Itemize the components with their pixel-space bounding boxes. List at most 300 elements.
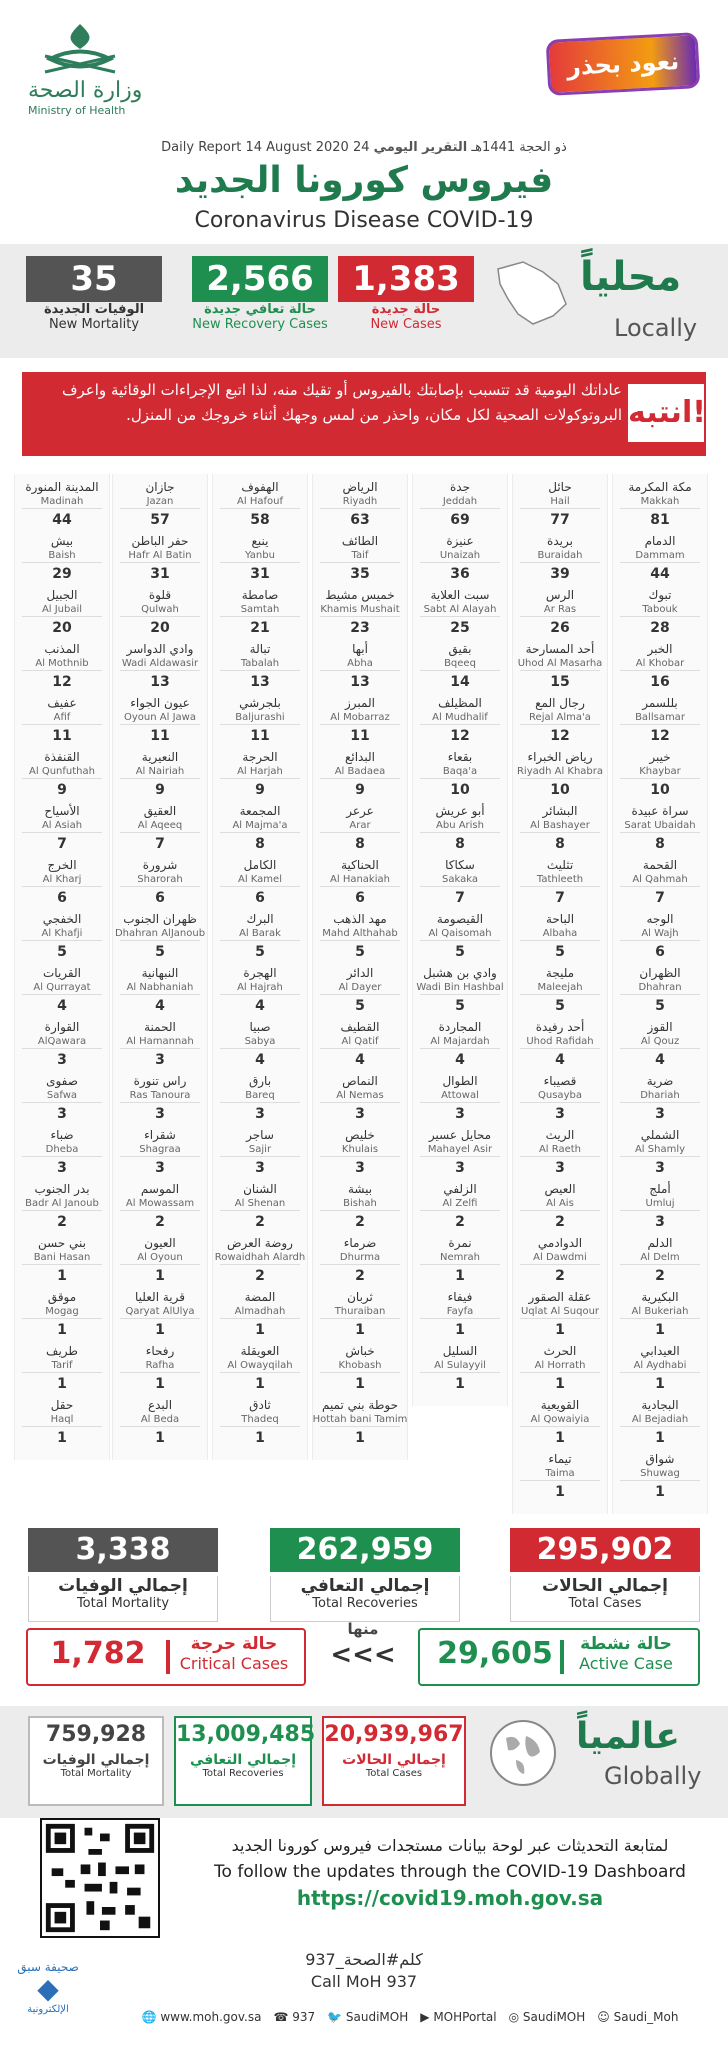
total-mortality-label-en: Total Mortality xyxy=(76,1596,170,1611)
city-name-ar: مكة المكرمة xyxy=(628,480,692,494)
city-divider xyxy=(520,724,600,725)
city-name-ar: البرك xyxy=(246,912,274,926)
city-name-en: Al Dawdmi xyxy=(533,1252,587,1263)
city-item xyxy=(512,696,608,745)
city-item xyxy=(412,1128,508,1177)
city-divider xyxy=(120,778,200,779)
city-divider xyxy=(620,724,700,725)
city-divider xyxy=(620,670,700,671)
city-count: 3 xyxy=(57,1160,67,1176)
city-name-en: Ar Ras xyxy=(543,604,577,615)
city-count: 44 xyxy=(52,512,72,528)
city-count: 20 xyxy=(52,620,72,636)
city-name-en: Safwa xyxy=(46,1090,78,1101)
city-name-ar: بدر الجنوب xyxy=(34,1182,90,1196)
city-name-ar: قرية العليا xyxy=(135,1290,185,1304)
city-name-en: Uhod Rafidah xyxy=(526,1036,594,1047)
total-cases-value: 295,902 xyxy=(510,1528,700,1572)
city-count: 4 xyxy=(655,1052,665,1068)
city-name-en: Sabya xyxy=(244,1036,276,1047)
moh-name-en: Ministry of Health xyxy=(28,104,126,117)
city-count: 6 xyxy=(655,944,665,960)
dashboard-link[interactable]: https://covid19.moh.gov.sa xyxy=(296,1886,604,1910)
city-divider xyxy=(22,1156,102,1157)
city-name-en: Mahayel Asir xyxy=(427,1144,493,1155)
city-count: 9 xyxy=(255,782,265,798)
city-count: 7 xyxy=(555,890,565,906)
city-item xyxy=(312,1182,408,1231)
city-name-en: Wadi Aldawasir xyxy=(121,658,199,669)
city-item xyxy=(412,642,508,691)
city-name-en: Mogag xyxy=(45,1306,79,1317)
city-name-en: Wadi Bin Hashbal xyxy=(416,982,504,993)
city-count: 3 xyxy=(355,1106,365,1122)
city-divider xyxy=(120,1426,200,1427)
city-item xyxy=(14,1074,110,1123)
city-count: 20 xyxy=(150,620,170,636)
city-divider xyxy=(220,508,300,509)
city-item xyxy=(412,1020,508,1069)
city-name-en: Almadhah xyxy=(234,1306,286,1317)
city-item xyxy=(14,1128,110,1177)
city-name-en: Ballsamar xyxy=(635,712,685,723)
city-count: 58 xyxy=(250,512,270,528)
new-mortality-label-en: New Mortality xyxy=(48,317,140,332)
city-count: 10 xyxy=(450,782,470,798)
city-name-ar: بيش xyxy=(50,534,74,548)
city-item xyxy=(412,750,508,799)
city-name-en: Khulais xyxy=(341,1144,379,1155)
city-name-en: Attowal xyxy=(441,1090,479,1101)
city-item xyxy=(512,1344,608,1393)
city-name-ar: عفيف xyxy=(47,696,77,710)
call-text-ar: كلم#الصحة_937 xyxy=(305,1950,423,1969)
city-item xyxy=(612,480,708,529)
city-divider xyxy=(520,1426,600,1427)
city-name-en: Tarif xyxy=(51,1360,73,1371)
city-divider xyxy=(220,1426,300,1427)
city-count: 5 xyxy=(155,944,165,960)
city-divider xyxy=(320,508,400,509)
city-name-ar: ضرماء xyxy=(343,1236,377,1250)
city-name-en: Sajir xyxy=(248,1144,272,1155)
city-count: 12 xyxy=(450,728,470,744)
city-item xyxy=(14,1020,110,1069)
city-name-en: Al Mobarraz xyxy=(330,712,390,723)
city-divider xyxy=(420,508,500,509)
city-count: 6 xyxy=(57,890,67,906)
city-item xyxy=(14,804,110,853)
city-divider xyxy=(420,940,500,941)
city-name-ar: البجادية xyxy=(641,1398,679,1412)
city-count: 25 xyxy=(450,620,470,636)
city-count: 3 xyxy=(655,1106,665,1122)
call-text-en: Call MoH 937 xyxy=(310,1972,418,1991)
snapchat-link[interactable]: ☺ Saudi_Moh xyxy=(597,2010,679,2024)
city-name-en: Uqlat Al Suqour xyxy=(520,1306,600,1317)
city-item xyxy=(112,1074,208,1123)
city-item xyxy=(512,1290,608,1339)
city-count: 8 xyxy=(555,836,565,852)
city-name-en: Al Hajrah xyxy=(237,982,283,993)
global-recoveries-label-ar: إجمالي التعافي xyxy=(189,1752,297,1768)
city-name-ar: جازان xyxy=(145,480,175,494)
city-name-en: Qusayba xyxy=(538,1090,582,1101)
city-divider xyxy=(320,1318,400,1319)
total-cases-card xyxy=(510,1528,700,1622)
city-name-en: Al Hafouf xyxy=(237,496,283,507)
city-divider xyxy=(220,1264,300,1265)
total-recoveries-card xyxy=(270,1528,460,1622)
city-count: 1 xyxy=(57,1430,67,1446)
city-divider xyxy=(220,886,300,887)
city-count: 1 xyxy=(555,1430,565,1446)
city-count: 28 xyxy=(650,620,670,636)
city-item xyxy=(412,912,508,961)
city-name-ar: رياض الخبراء xyxy=(527,750,593,764)
city-item xyxy=(612,534,708,583)
city-count: 2 xyxy=(655,1268,665,1284)
global-cases-value: 20,939,967 xyxy=(324,1722,464,1747)
city-item xyxy=(14,1344,110,1393)
city-name-ar: الخرج xyxy=(47,858,77,872)
city-count: 5 xyxy=(455,998,465,1014)
city-name-en: Tabalah xyxy=(240,658,280,669)
critical-value: 1,782 xyxy=(50,1636,146,1671)
city-divider xyxy=(420,1264,500,1265)
city-count: 4 xyxy=(255,1052,265,1068)
city-count: 57 xyxy=(150,512,170,528)
city-count: 1 xyxy=(555,1322,565,1338)
local-label-ar: محلياً xyxy=(580,254,682,300)
city-name-ar: الزلفي xyxy=(443,1182,477,1196)
city-item xyxy=(412,1290,508,1339)
city-name-en: Al Hamannah xyxy=(126,1036,194,1047)
city-divider xyxy=(22,1102,102,1103)
new-cases-card xyxy=(338,256,474,332)
city-name-en: Al Asiah xyxy=(41,820,83,831)
city-name-ar: بيشة xyxy=(347,1182,373,1196)
city-count: 5 xyxy=(555,944,565,960)
city-name-en: Thuraiban xyxy=(334,1306,386,1317)
city-item xyxy=(512,966,608,1015)
phone-link[interactable]: ☎ 937 xyxy=(273,2010,316,2024)
city-name-en: Al Owayqilah xyxy=(227,1360,293,1371)
moh-name-ar: وزارة الصحة xyxy=(28,78,143,103)
city-item xyxy=(212,1290,308,1339)
city-divider xyxy=(620,832,700,833)
city-name-ar: بللسمر xyxy=(642,696,678,710)
city-divider xyxy=(22,562,102,563)
city-count: 4 xyxy=(255,998,265,1014)
city-name-en: Bishah xyxy=(343,1198,377,1209)
city-divider xyxy=(22,670,102,671)
city-name-en: Al Bukeriah xyxy=(631,1306,689,1317)
city-item xyxy=(14,696,110,745)
city-divider xyxy=(520,616,600,617)
city-item xyxy=(212,696,308,745)
website-link[interactable]: 🌐 www.moh.gov.sa xyxy=(141,2010,262,2024)
city-name-en: Tabouk xyxy=(642,604,678,615)
city-count: 2 xyxy=(57,1214,67,1230)
city-count: 2 xyxy=(355,1214,365,1230)
city-name-en: Bareq xyxy=(245,1090,275,1101)
city-count: 1 xyxy=(355,1322,365,1338)
city-divider xyxy=(320,724,400,725)
city-name-en: Al Jubail xyxy=(41,604,83,615)
city-divider xyxy=(320,1210,400,1211)
city-divider xyxy=(220,778,300,779)
city-item xyxy=(212,912,308,961)
city-count: 8 xyxy=(455,836,465,852)
city-divider xyxy=(220,1048,300,1049)
report-date: 14 August 2020 xyxy=(245,140,349,155)
city-name-en: Tathleeth xyxy=(536,874,584,885)
city-item xyxy=(512,804,608,853)
city-count: 7 xyxy=(455,890,465,906)
city-divider xyxy=(22,886,102,887)
city-divider xyxy=(220,1210,300,1211)
city-name-en: Dhahran AlJanoub xyxy=(114,928,206,939)
city-item xyxy=(312,1074,408,1123)
city-name-en: Al Raeth xyxy=(538,1144,582,1155)
sabq-sub: الإلكترونية xyxy=(27,2004,69,2015)
city-item xyxy=(612,1344,708,1393)
city-name-ar: الحرجة xyxy=(242,750,278,764)
city-item xyxy=(312,696,408,745)
critical-label-en: Critical Cases xyxy=(179,1654,289,1673)
city-divider xyxy=(220,940,300,941)
city-count: 10 xyxy=(650,782,670,798)
city-name-en: Dammam xyxy=(635,550,685,561)
city-name-en: Rowaidhah Alardh xyxy=(214,1252,306,1263)
active-value: 29,605 xyxy=(437,1636,553,1671)
city-divider xyxy=(220,670,300,671)
city-item xyxy=(512,588,608,637)
city-name-ar: تبوك xyxy=(648,588,672,602)
city-count: 5 xyxy=(255,944,265,960)
city-count: 1 xyxy=(155,1376,165,1392)
back-cautiously-badge: نعود بحذر xyxy=(546,32,701,96)
city-name-ar: خباش xyxy=(345,1344,375,1358)
city-name-en: Al Ais xyxy=(546,1198,574,1209)
city-count: 26 xyxy=(550,620,570,636)
city-item xyxy=(312,1020,408,1069)
critical-divider xyxy=(166,1640,170,1674)
youtube-link[interactable]: ▶ MOHPortal xyxy=(420,2010,497,2024)
city-item xyxy=(112,858,208,907)
city-divider xyxy=(22,778,102,779)
city-divider xyxy=(120,670,200,671)
city-divider xyxy=(620,1480,700,1481)
city-divider xyxy=(520,886,600,887)
city-name-ar: الريث xyxy=(545,1128,575,1142)
city-item xyxy=(612,1452,708,1501)
city-name-en: Al Qurrayat xyxy=(33,982,91,993)
new-recovery-value: 2,566 xyxy=(192,256,328,302)
city-name-en: Al Beda xyxy=(140,1414,180,1425)
city-divider xyxy=(620,1048,700,1049)
city-count: 1 xyxy=(355,1376,365,1392)
city-name-ar: الأسياح xyxy=(44,804,80,818)
city-count: 12 xyxy=(650,728,670,744)
city-item xyxy=(612,1128,708,1177)
city-count: 2 xyxy=(155,1214,165,1230)
city-count: 1 xyxy=(555,1376,565,1392)
city-item xyxy=(212,642,308,691)
city-divider xyxy=(22,724,102,725)
city-count: 3 xyxy=(57,1052,67,1068)
active-cases-card xyxy=(418,1628,700,1686)
city-count: 13 xyxy=(150,674,170,690)
city-name-ar: الشملي xyxy=(640,1128,680,1142)
city-name-ar: روضة العرض xyxy=(227,1236,293,1250)
city-name-ar: شقراء xyxy=(144,1128,176,1142)
city-count: 9 xyxy=(57,782,67,798)
city-name-en: AlQawara xyxy=(37,1036,87,1047)
city-name-ar: المذنب xyxy=(44,642,80,656)
city-count: 4 xyxy=(555,1052,565,1068)
city-name-ar: المبرز xyxy=(345,696,375,710)
city-count: 1 xyxy=(355,1430,365,1446)
city-name-en: Haql xyxy=(50,1414,74,1425)
city-divider xyxy=(620,1426,700,1427)
city-divider xyxy=(120,1048,200,1049)
city-count: 2 xyxy=(255,1214,265,1230)
city-item xyxy=(14,1236,110,1285)
city-divider xyxy=(22,1048,102,1049)
city-count: 3 xyxy=(655,1160,665,1176)
city-divider xyxy=(520,1318,600,1319)
city-divider xyxy=(420,778,500,779)
city-item xyxy=(14,480,110,529)
city-name-en: Uhod Al Masarha xyxy=(517,658,603,669)
city-name-ar: ضباء xyxy=(50,1128,74,1142)
city-item xyxy=(112,480,208,529)
city-divider xyxy=(620,508,700,509)
new-recovery-card xyxy=(192,256,328,332)
new-cases-label-ar: حالة جديدة xyxy=(371,302,441,317)
city-item xyxy=(312,588,408,637)
city-name-en: Hafr Al Batin xyxy=(128,550,192,561)
city-name-ar: راس تنورة xyxy=(133,1074,187,1088)
city-name-en: Qaryat AlUlya xyxy=(125,1306,195,1317)
city-item xyxy=(612,1398,708,1447)
total-mortality-value: 3,338 xyxy=(28,1528,218,1572)
city-name-en: Riyadh Al Khabra xyxy=(516,766,604,777)
city-name-ar: عقلة الصقور xyxy=(528,1290,592,1304)
city-item xyxy=(512,1182,608,1231)
city-item xyxy=(212,1020,308,1069)
city-name-en: Shuwag xyxy=(640,1468,680,1479)
city-divider xyxy=(520,778,600,779)
city-name-ar: المجاردة xyxy=(438,1020,482,1034)
city-item xyxy=(212,1398,308,1447)
city-name-ar: محايل عسير xyxy=(428,1128,492,1142)
city-item xyxy=(112,1344,208,1393)
city-item xyxy=(14,858,110,907)
city-name-ar: بريدة xyxy=(547,534,573,548)
city-count: 12 xyxy=(550,728,570,744)
city-name-en: Shagraa xyxy=(139,1144,181,1155)
city-item xyxy=(312,804,408,853)
city-divider xyxy=(420,1372,500,1373)
city-name-en: Sarat Ubaidah xyxy=(624,820,696,831)
report-ar: التقرير اليومي xyxy=(373,140,468,155)
city-divider xyxy=(620,562,700,563)
city-name-ar: بقيق xyxy=(448,642,472,656)
global-mortality-value: 759,928 xyxy=(45,1722,147,1747)
city-item xyxy=(112,1398,208,1447)
city-name-ar: قصيباء xyxy=(543,1074,577,1088)
city-name-ar: القويعية xyxy=(540,1398,580,1412)
city-divider xyxy=(420,1156,500,1157)
city-count: 3 xyxy=(655,1214,665,1230)
city-name-en: Al Qahmah xyxy=(632,874,688,885)
city-name-ar: العيدابي xyxy=(640,1344,680,1358)
city-count: 3 xyxy=(255,1106,265,1122)
city-name-en: Bani Hasan xyxy=(33,1252,91,1263)
city-divider xyxy=(220,1102,300,1103)
city-divider xyxy=(520,1264,600,1265)
city-name-en: Al Majma'a xyxy=(232,820,288,831)
city-count: 3 xyxy=(57,1106,67,1122)
city-count: 7 xyxy=(57,836,67,852)
city-item xyxy=(512,480,608,529)
city-divider xyxy=(120,616,200,617)
city-name-ar: الظهران xyxy=(639,966,681,980)
city-name-en: Fayfa xyxy=(446,1306,474,1317)
city-name-en: Al Delm xyxy=(640,1252,680,1263)
qr-code[interactable] xyxy=(40,1818,160,1938)
city-item xyxy=(112,1290,208,1339)
city-divider xyxy=(620,940,700,941)
city-name-ar: الطائف xyxy=(341,534,379,548)
city-item xyxy=(112,696,208,745)
city-item xyxy=(212,480,308,529)
city-name-ar: الباحة xyxy=(545,912,575,926)
city-divider xyxy=(320,562,400,563)
city-name-en: Arar xyxy=(349,820,371,831)
city-count: 1 xyxy=(455,1322,465,1338)
city-divider xyxy=(320,1264,400,1265)
instagram-link[interactable]: ◎ SaudiMOH xyxy=(508,2010,586,2024)
city-name-ar: الحرث xyxy=(543,1344,577,1358)
twitter-link[interactable]: 🐦 SaudiMOH xyxy=(327,2010,409,2024)
city-name-ar: ضرية xyxy=(646,1074,674,1088)
new-cases-label-en: New Cases xyxy=(370,317,442,332)
city-name-ar: القوز xyxy=(647,1020,673,1034)
city-item xyxy=(612,588,708,637)
city-count: 1 xyxy=(655,1430,665,1446)
city-name-en: Al Nairiah xyxy=(135,766,185,777)
city-count: 8 xyxy=(255,836,265,852)
city-divider xyxy=(120,1318,200,1319)
city-divider xyxy=(120,1264,200,1265)
city-divider xyxy=(620,616,700,617)
city-divider xyxy=(320,670,400,671)
city-count: 1 xyxy=(555,1484,565,1500)
city-name-ar: القوارة xyxy=(44,1020,80,1034)
city-name-en: Al Shamly xyxy=(634,1144,686,1155)
city-item xyxy=(412,1182,508,1231)
city-name-en: Sharorah xyxy=(137,874,183,885)
city-divider xyxy=(420,832,500,833)
city-name-en: Al Qowaiyia xyxy=(530,1414,590,1425)
city-item xyxy=(112,1182,208,1231)
city-name-ar: البكيرية xyxy=(641,1290,679,1304)
city-item xyxy=(112,1128,208,1177)
